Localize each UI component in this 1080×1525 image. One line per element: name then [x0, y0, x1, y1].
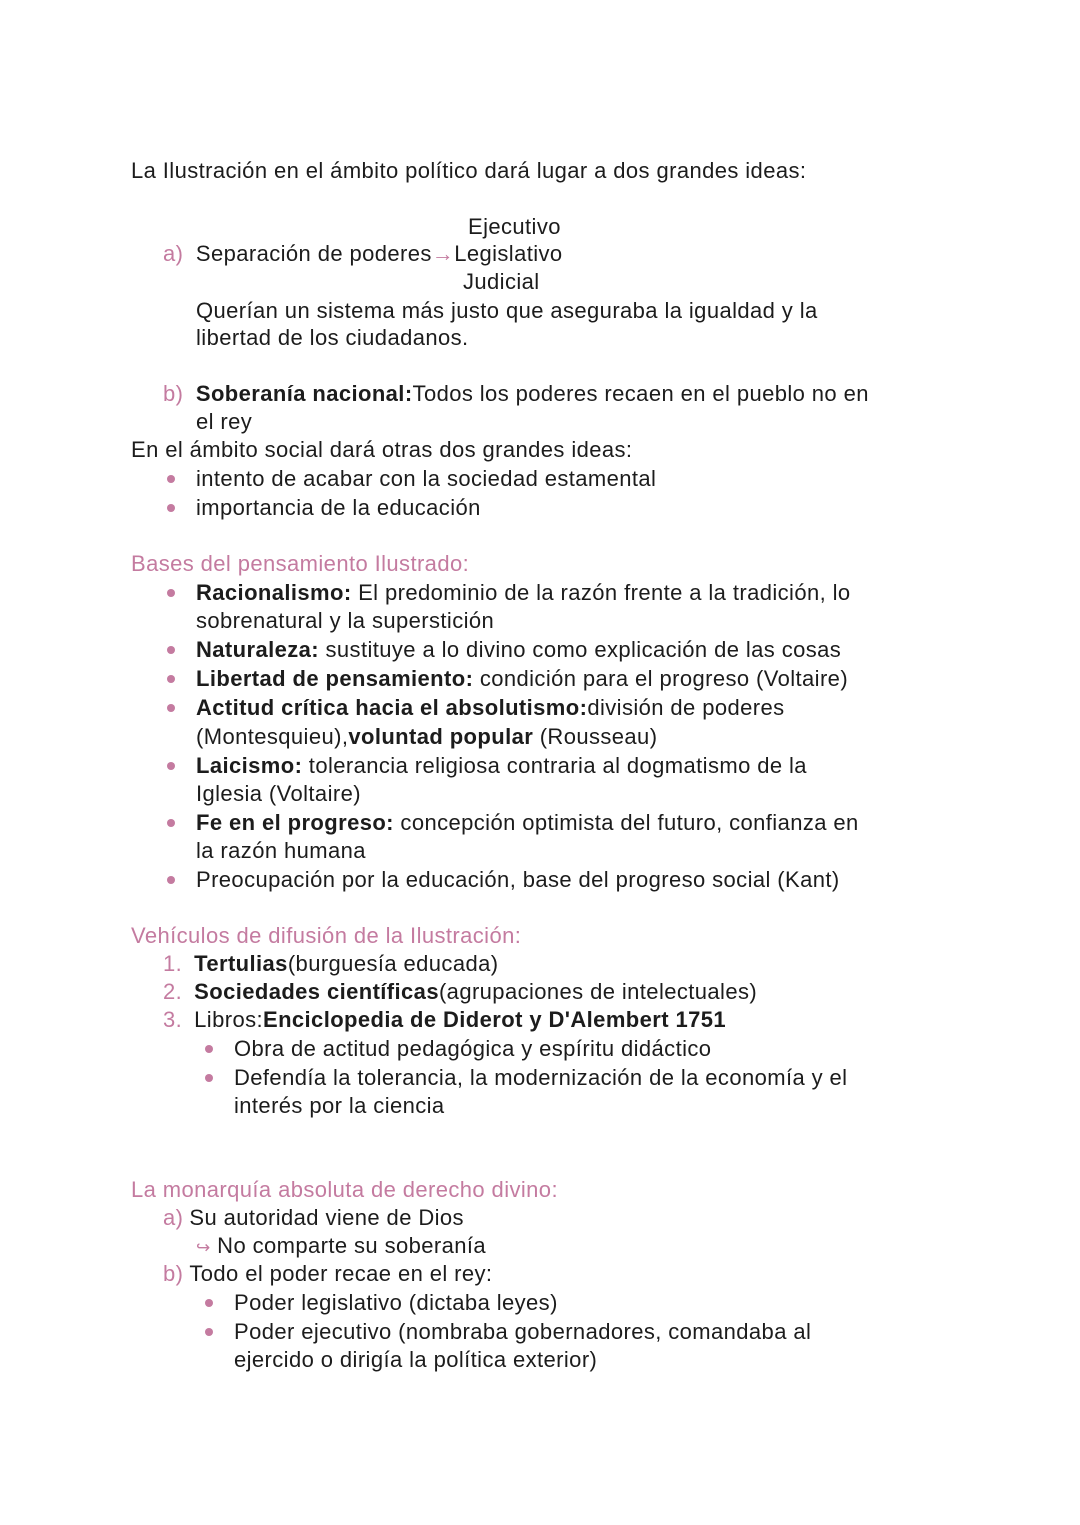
- cont: Iglesia (Voltaire): [196, 781, 361, 806]
- bullet-icon: [167, 675, 175, 683]
- marker: b): [163, 1261, 184, 1286]
- list-item: [163, 751, 807, 780]
- bullet-icon: [205, 1045, 213, 1053]
- bullet-icon: [167, 704, 175, 712]
- arrow-icon: →: [431, 241, 455, 266]
- list-item: [163, 493, 481, 522]
- term: Laicismo:: [196, 753, 303, 778]
- sub-item: [201, 1063, 847, 1092]
- text: Todos los poderes recaen en el pueblo no en: [412, 381, 869, 406]
- section-heading: La monarquía absoluta de derecho divino:: [131, 1177, 558, 1202]
- desc: libertad de los ciudadanos.: [196, 325, 469, 350]
- text: No comparte su soberanía: [217, 1233, 487, 1258]
- bullet-icon: [205, 1328, 213, 1336]
- term: Tertulias: [194, 951, 288, 976]
- sub-note: [196, 1231, 486, 1260]
- intro-text: La Ilustración en el ámbito político dará lugar a dos grandes ideas:: [131, 158, 807, 183]
- text: Todo el poder recae en el rey:: [189, 1261, 493, 1286]
- marker: a): [163, 1205, 184, 1230]
- cont: sobrenatural y la superstición: [196, 608, 495, 633]
- separation-label: Separación de poderes: [195, 241, 432, 266]
- text: Su autoridad viene de Dios: [189, 1205, 464, 1230]
- text: (burguesía educada): [287, 951, 499, 976]
- section-heading: Bases del pensamiento Ilustrado:: [131, 551, 470, 576]
- bullet-icon: [167, 762, 175, 770]
- numbered-item: [163, 977, 757, 1006]
- cont: la razón humana: [196, 838, 366, 863]
- text: el rey: [196, 409, 253, 434]
- list-item: [163, 865, 840, 894]
- bullet-icon: [205, 1299, 213, 1307]
- item-a: [163, 239, 563, 268]
- bullet-icon: [167, 876, 175, 884]
- return-arrow-icon: ↪: [196, 1238, 211, 1257]
- cont: interés por la ciencia: [234, 1093, 445, 1118]
- marker: b): [163, 381, 184, 406]
- text: Defendía la tolerancia, la modernización de la economía y el: [234, 1065, 848, 1090]
- term: voluntad popular: [348, 724, 534, 749]
- bullet-icon: [167, 819, 175, 827]
- numbered-item: [163, 949, 498, 978]
- list-item: [163, 808, 859, 837]
- text: condición para el progreso (Voltaire): [473, 666, 849, 691]
- text: (Montesquieu),: [196, 724, 349, 749]
- number: 2.: [163, 979, 183, 1004]
- cont: ejercido o dirigía la política exterior): [234, 1347, 598, 1372]
- text: concepción optimista del futuro, confianza en: [393, 810, 859, 835]
- text: Poder ejecutivo (nombraba gobernadores, comandaba al: [234, 1319, 812, 1344]
- item-a: [163, 1203, 464, 1232]
- marker: a): [163, 241, 184, 266]
- term: Actitud crítica hacia el absolutismo:: [196, 695, 588, 720]
- text: intento de acabar con la sociedad estamental: [196, 466, 657, 491]
- list-item: [163, 693, 785, 722]
- text: Obra de actitud pedagógica y espíritu didáctico: [234, 1036, 712, 1061]
- power-judicial: Judicial: [463, 269, 540, 294]
- sub-item: [201, 1034, 711, 1063]
- section-heading: Vehículos de difusión de la Ilustración:: [131, 923, 522, 948]
- bullet-icon: [167, 589, 175, 597]
- text: sustituye a lo divino como explicación de las cosas: [319, 637, 842, 662]
- text: (agrupaciones de intelectuales): [438, 979, 758, 1004]
- number: 1.: [163, 951, 183, 976]
- bullet-icon: [205, 1074, 213, 1082]
- text: división de poderes: [587, 695, 785, 720]
- term: Libertad de pensamiento:: [196, 666, 474, 691]
- list-item: [163, 578, 851, 607]
- text: tolerancia religiosa contraria al dogmatismo de la: [302, 753, 807, 778]
- bullet-icon: [167, 475, 175, 483]
- bullet-icon: [167, 646, 175, 654]
- sub-item: [201, 1317, 811, 1346]
- text: Preocupación por la educación, base del progreso social (Kant): [196, 867, 840, 892]
- term: Racionalismo:: [196, 580, 352, 605]
- sovereignty-label: Soberanía nacional:: [195, 381, 413, 406]
- term: Fe en el progreso:: [196, 810, 394, 835]
- term: Sociedades científicas: [194, 979, 439, 1004]
- term: Enciclopedia de Diderot y D'Alembert 1751: [263, 1007, 726, 1032]
- item-b: [163, 379, 869, 408]
- text: (Rousseau): [533, 724, 658, 749]
- list-item: [163, 635, 841, 664]
- cont: [196, 722, 657, 751]
- list-item: [163, 664, 848, 693]
- bullet-icon: [167, 504, 175, 512]
- text: Poder legislativo (dictaba leyes): [234, 1290, 558, 1315]
- item-b: [163, 1259, 492, 1288]
- desc: Querían un sistema más justo que aseguraba la igualdad y la: [196, 298, 818, 323]
- text: importancia de la educación: [196, 495, 481, 520]
- numbered-item: [163, 1005, 726, 1034]
- text: El predominio de la razón frente a la tradición, lo: [351, 580, 851, 605]
- term: Naturaleza:: [196, 637, 319, 662]
- power-executive: Ejecutivo: [468, 214, 561, 239]
- sub-item: [201, 1288, 558, 1317]
- social-intro: En el ámbito social dará otras dos grandes ideas:: [131, 437, 633, 462]
- text: Libros:: [194, 1007, 263, 1032]
- list-item: [163, 464, 656, 493]
- power-legislative: Legislativo: [454, 241, 563, 266]
- number: 3.: [163, 1007, 183, 1032]
